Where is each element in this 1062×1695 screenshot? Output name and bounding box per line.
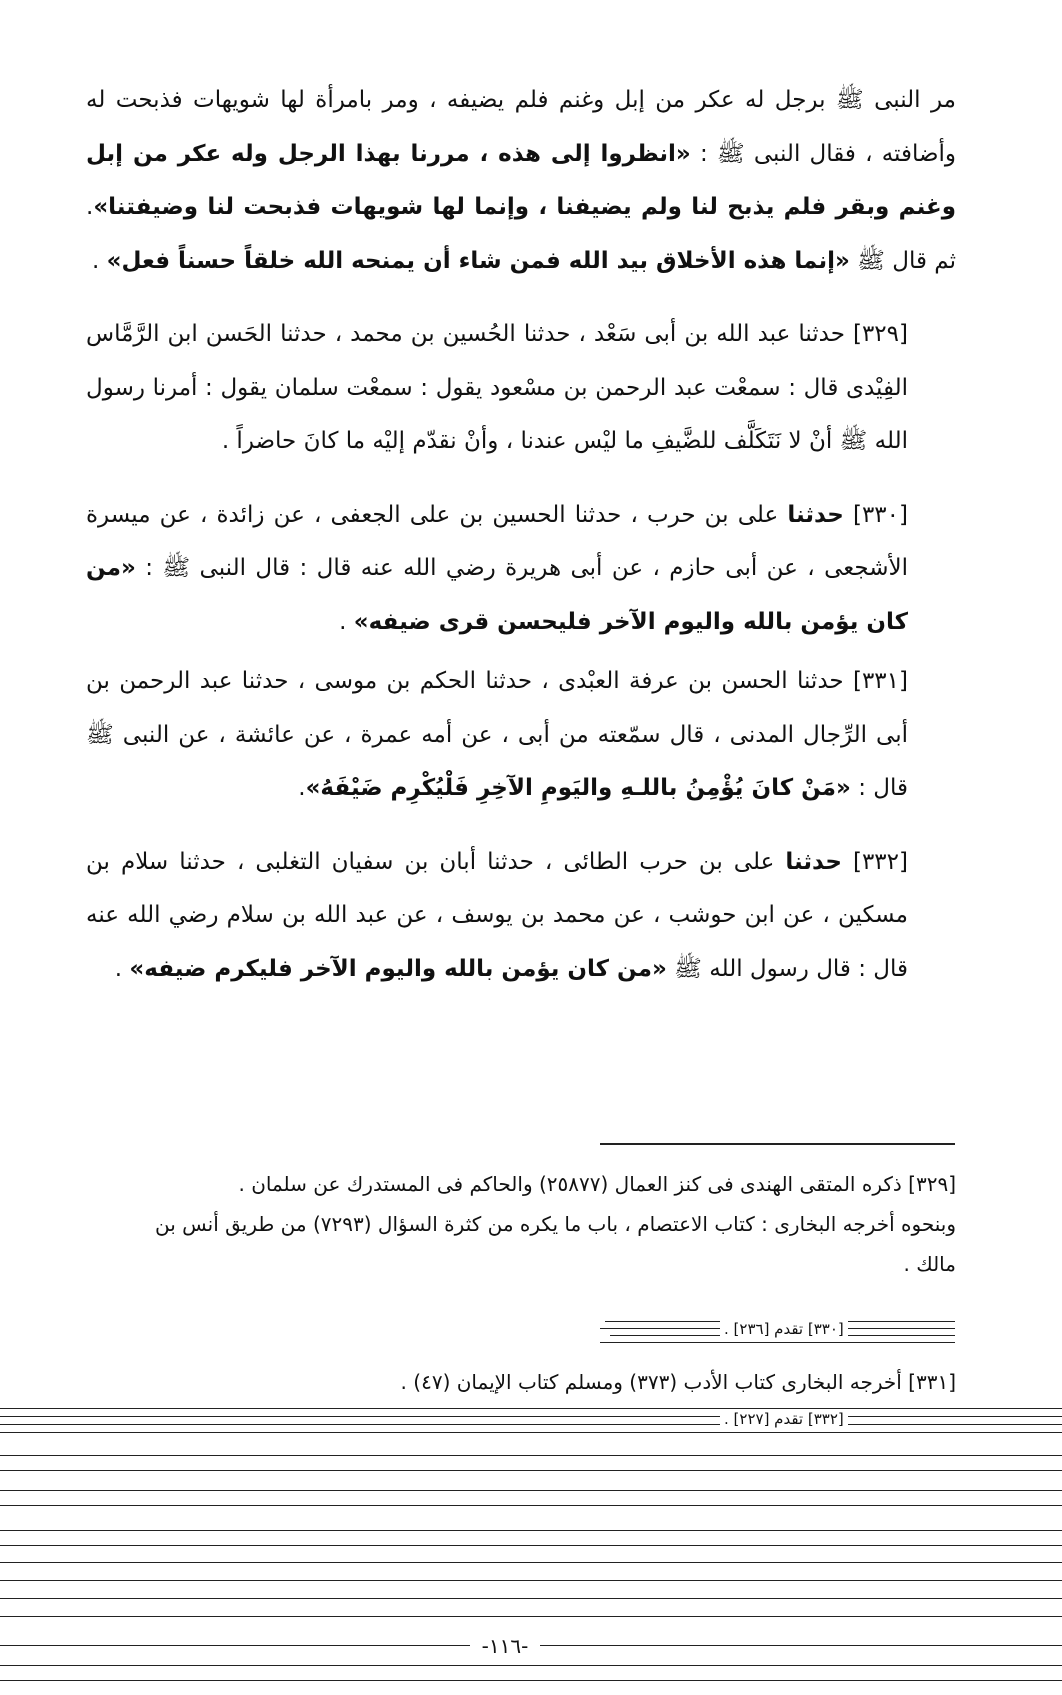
scan-line [0,1505,1062,1506]
prophetic-quote: «من كان يؤمن بالله واليوم الآخر فليكرم ضيفه» [129,955,667,982]
footnote-separator [600,1143,955,1145]
hadith-332: [٣٣٢] حدثنا على بن حرب الطائى ، حدثنا أبان بن سفيان التغلبى ، حدثنا سلام بن مسكين ، عن ابن حوشب ، عن محمد بن يوسف ، عن عبد الله بن سلام رضي الله عنه قال : قال رسول الله ﷺ «من كان يؤمن بالله واليوم الآخر فليكرم ضيفه» . [86,848,908,982]
scan-line [0,1416,1062,1417]
prophetic-quote: «إنما هذه الأخلاق بيد الله فمن شاء أن يمنحه الله خلقاً حسناً فعل» [106,247,850,274]
scan-line [0,1580,1062,1581]
scan-line [0,1530,1062,1531]
cross-reference-330: [٣٣٠] تقدم [٢٣٦] . [720,1320,848,1338]
scan-line [0,1598,1062,1599]
narration-text: . ثم قال ﷺ [86,194,956,274]
scan-line [0,1432,1062,1433]
scan-line [600,1342,955,1343]
narration-text: [٣٢٩] حدثنا عبد الله بن أبى سَعْد ، حدثنا الحُسين بن محمد ، حدثنا الحَسن ابن الرَّمَّاس الفِيْدى قال : سمعْت عبد الرحمن بن مسْعود يقول : سمعْت سلمان يقول : أمرنا رسول الله ﷺ أنْ لا نَتَكَلَّف للضَّيفِ ما ليْس عندنا ، وأنْ نقدّم إليْه ما كانَ حاضراً . [86,321,908,454]
narration-text: مر النبى ﷺ برجل له عكر من إبل وغنم فلم يضيفه ، ومر بامرأة لها شويهات فذبحت له وأضافته ، فقال النبى ﷺ : [86,87,956,167]
hadith-number: [٣٣٠] [843,501,908,528]
hadith-330: [٣٣٠] حدثنا على بن حرب ، حدثنا الحسين بن على الجعفى ، عن زائدة ، عن ميسرة الأشجعى ، عن أبى حازم ، عن أبى هريرة رضي الله عنه قال : قال النبى ﷺ : «من كان يؤمن بالله واليوم الآخر فليحسن قرى ضيفه» . [86,501,908,635]
scan-line [0,1408,1062,1409]
hadith-329 [86,308,956,469]
prophetic-quote: «مَنْ كانَ يُؤْمِنُ باللـهِ واليَومِ الآخِرِ فَلْيُكْرِم ضَيْفَهُ» [305,775,851,801]
scan-line [0,1616,1062,1617]
page-number: -١١٦- [470,1634,540,1658]
scan-line [0,1680,1062,1681]
main-text [86,74,956,996]
scan-line [0,1455,1062,1456]
narration-text: [٣٣١] حدثنا الحسن بن عرفة العبْدى ، حدثنا الحكم بن موسى ، حدثنا عبد الرحمن بن أبى الرِّجال المدنى ، قال سمّعته من أبى ، عن أمه عمرة ، عن عائشة ، عن النبى ﷺ قال : [86,668,908,801]
cross-reference-332: [٣٣٢] تقدم [٢٢٧] . [720,1410,848,1428]
footnote-329: [٣٢٩] ذكره المتقى الهندى فى كنز العمال (٢٥٨٧٧) والحاكم فى المستدرك عن سلمان . وبنحوه أخرجه البخارى : كتاب الاعتصام ، باب ما يكره من كثرة السؤال (٧٢٩٣) من طريق أنس بن مالك . [155,1172,956,1276]
scan-line [0,1665,1062,1666]
scan-line [0,1545,1062,1546]
prophetic-quote: «من كان يؤمن بالله واليوم الآخر فليحسن قرى ضيفه» [86,555,908,635]
hadith-328-tail: مر النبى ﷺ برجل له عكر من إبل وغنم فلم يضيفه ، ومر بامرأة لها شويهات فذبحت له وأضافته ، فقال النبى ﷺ : «انظروا إلى هذه ، مررنا بهذا الرجل وله عكر من إبل وغنم وبقر فلم يذبح لنا ولم يضيفنا ، وإنما لها شويهات فذبحت لنا وضيفتنا». ثم قال ﷺ «إنما هذه الأخلاق بيد الله فمن شاء أن يمنحه الله خلقاً حسناً فعل» . [86,87,956,274]
hadith-331: [٣٣١] حدثنا الحسن بن عرفة العبْدى ، حدثنا الحكم بن موسى ، حدثنا عبد الرحمن بن أبى الرِّجال المدنى ، قال سمّعته من أبى ، عن أمه عمرة ، عن عائشة ، عن النبى ﷺ قال : «مَنْ كانَ يُؤْمِنُ باللـهِ واليَومِ الآخِرِ فَلْيُكْرِم ضَيْفَهُ». [86,668,908,801]
scan-line [0,1562,1062,1563]
narration-text: على بن حرب الطائى ، حدثنا أبان بن سفيان التغلبى ، حدثنا سلام بن مسكين ، عن ابن حوشب ، عن محمد بن يوسف ، عن عبد الله بن سلام رضي الله عنه قال : قال رسول الله ﷺ [86,848,908,982]
prophetic-quote: «انظروا إلى هذه ، مررنا بهذا الرجل وله عكر من إبل وغنم وبقر فلم يذبح لنا ولم يضيفنا ، وإنما لها شويهات فذبحت لنا وضيفتنا» [86,140,956,220]
narration-text: على بن حرب ، حدثنا الحسين بن على الجعفى ، عن زائدة ، عن ميسرة الأشجعى ، عن أبى حازم ، عن أبى هريرة رضي الله عنه قال : قال النبى ﷺ : [86,501,908,581]
scan-line [0,1490,1062,1491]
footnote-331: [٣٣١] أخرجه البخارى كتاب الأدب (٣٧٣) ومسلم كتاب الإيمان (٤٧) . [400,1370,956,1394]
scan-line [0,1424,1062,1425]
scan-line [0,1470,1062,1471]
hadith-number: [٣٣٢] [841,848,908,875]
